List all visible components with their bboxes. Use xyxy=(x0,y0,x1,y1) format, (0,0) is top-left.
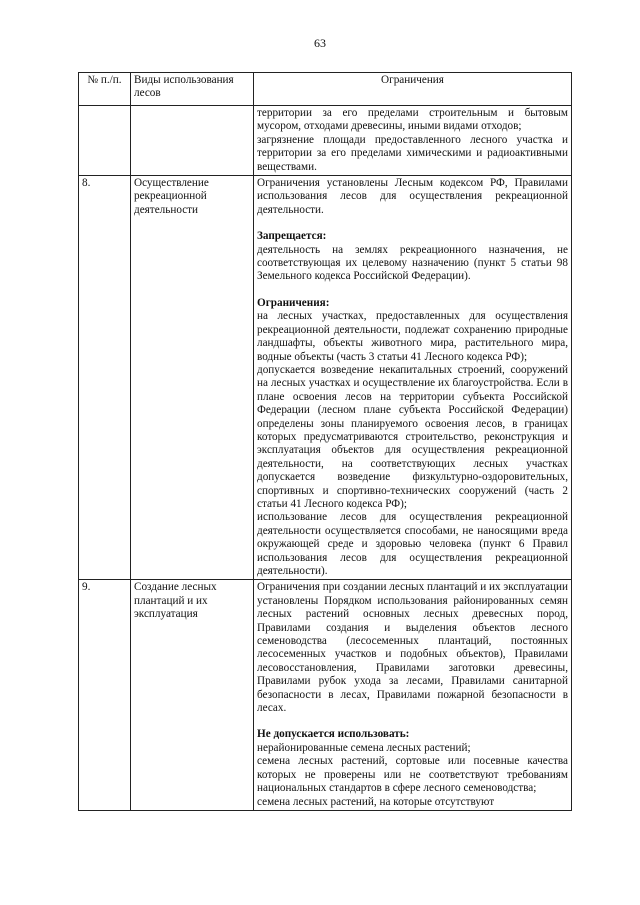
row-kind: Создание лесных плантаций и их эксплуатация xyxy=(131,580,254,811)
restrictions-table xyxy=(78,72,572,811)
row-restrictions xyxy=(254,580,572,811)
row-num xyxy=(79,106,131,176)
row-kind xyxy=(131,106,254,176)
row-num: 9. xyxy=(79,580,131,811)
paragraph: допускается возведение некапитальных строений, сооружений на лесных участках и осуществление их благоустройства. Если в плане освоения лесов на территории субъекта Российской Федерации (лесном плане субъекта Российской Федерации) определены зоны планируемого освоения лесов, в границах которых предусматриваются строительство, реконструкция и эксплуатация объектов для осуществления рекреационной деятельности, на соответствующих лесных участках допускается возведение физкультурно-оздоровительных, спортивных и спортивно-технических сооружений (часть 2 статьи 41 Лесного кодекса РФ); xyxy=(257,363,568,510)
section-heading: Запрещается: xyxy=(257,230,327,243)
paragraph: Ограничения установлены Лесным кодексом РФ, Правилами использования лесов для осуществления рекреационной деятельности. xyxy=(257,177,568,216)
paragraph: территории за его пределами строительным и бытовым мусором, отходами древесины, иными видами отходов; xyxy=(257,107,568,133)
section-heading: Не допускается использовать: xyxy=(257,728,410,741)
paragraph: Ограничения при создании лесных плантаций и их эксплуатации установлены Порядком использования районированных семян лесных растений основных лесных древесных пород, Правилами создания и выделения объектов лесного семеноводства (лесосеменных плантаций, постоянных лесосеменных участков и подобных объектов), Правилами лесовосстановления, Правилами заготовки древесины, Правилами рубок ухода за лесами, Правилами санитарной безопасности в лесах, Правилами пожарной безопасности в лесах. xyxy=(257,581,568,715)
header-num: № п./п. xyxy=(79,73,131,106)
paragraph: на лесных участках, предоставленных для осуществления рекреационной деятельности, подлежат сохранению природные ландшафты, объекты животного мира, растительного мира, водные объекты (часть 3 статьи 41 Лесного кодекса РФ); xyxy=(257,310,568,363)
page-number: 63 xyxy=(314,36,326,50)
table-header-row xyxy=(79,73,572,106)
row-kind: Осуществление рекреационной деятельности xyxy=(131,176,254,580)
paragraph: семена лесных растений, на которые отсутствуют xyxy=(257,795,495,808)
table-row xyxy=(79,580,572,811)
header-restrictions: Ограничения xyxy=(254,73,572,106)
row-restrictions xyxy=(254,176,572,580)
row-num: 8. xyxy=(79,176,131,580)
row-restrictions xyxy=(254,106,572,176)
section-heading: Ограничения: xyxy=(257,296,330,309)
paragraph: семена лесных растений, сортовые или посевные качества которых не проверены или не соответствуют требованиям национальных стандартов в сфере лесного семеноводства; xyxy=(257,755,568,795)
paragraph: деятельность на землях рекреационного назначения, не соответствующая их целевому назначению (пункт 5 статьи 98 Земельного кодекса Российской Федерации). xyxy=(257,243,568,283)
table-row xyxy=(79,176,572,580)
paragraph: загрязнение площади предоставленного лесного участка и территории за его пределами химическими и радиоактивными веществами. xyxy=(257,133,568,173)
paragraph: нерайонированные семена лесных растений; xyxy=(257,741,471,754)
paragraph: использование лесов для осуществления рекреационной деятельности осуществляется способами, не наносящими вреда окружающей среде и здоровью человека (пункт 6 Правил использования лесов для осуществления рекреационной деятельности). xyxy=(257,511,568,577)
header-kind: Виды использования лесов xyxy=(131,73,254,106)
table-row xyxy=(79,106,572,176)
